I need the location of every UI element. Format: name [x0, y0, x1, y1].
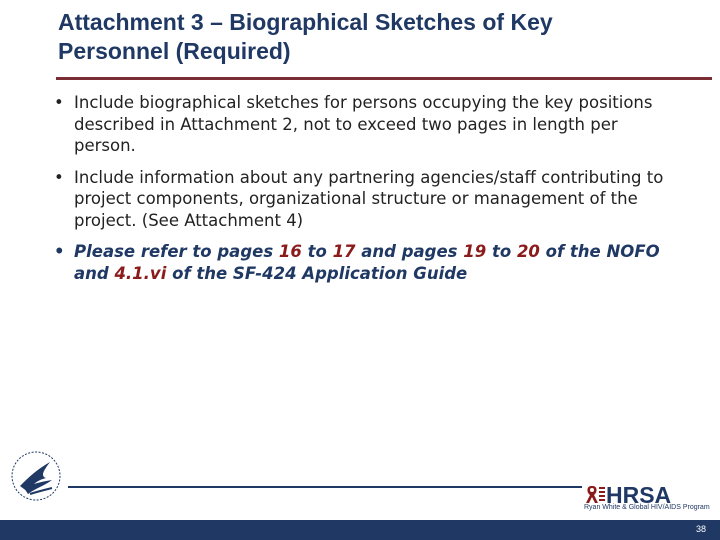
bullet-item	[54, 92, 664, 157]
section-ref: 4.1.vi	[114, 263, 167, 283]
page-ref: 19	[463, 242, 487, 261]
hrsa-logo	[583, 480, 715, 518]
bullet-item	[54, 167, 664, 232]
bullet-marker: •	[54, 93, 64, 112]
page-number: 38	[695, 524, 706, 534]
slide-title-line-2: Personnel (Required)	[58, 38, 291, 64]
title-divider	[56, 77, 712, 80]
ribbon-icon	[586, 486, 598, 503]
footer-bar	[0, 520, 720, 540]
slide-title	[58, 8, 698, 66]
hrsa-program-name: Ryan White & Global HIV/AIDS Program	[584, 504, 710, 511]
footer-divider	[68, 486, 582, 488]
bullet-text: Include biographical sketches for persons occupying the key positions described in Attachment 2, not to exceed two pages in length per person.	[74, 93, 653, 155]
bullet-list	[54, 92, 664, 294]
hrsa-wordmark: HRSA	[606, 482, 672, 508]
bullet-marker: •	[54, 167, 64, 187]
page-ref: 16	[278, 242, 302, 261]
hhs-seal-logo	[6, 448, 66, 504]
emphasis-text: Please refer to pages 16 to 17 and pages 19 to 20 of the NOFO and 4.1.vi of the SF-424 Application Guide	[74, 242, 660, 283]
bullet-text: Include information about any partnering agencies/staff contributing to project components, organizational structure or management of the project. (See Attachment 4)	[74, 167, 664, 230]
page-ref: 17	[332, 242, 356, 261]
bullet-marker: •	[54, 242, 65, 261]
slide-title-line-1: Attachment 3 – Biographical Sketches of Key	[58, 9, 553, 35]
page-ref: 20	[516, 242, 540, 261]
emphasis-bullet-item	[54, 241, 664, 284]
